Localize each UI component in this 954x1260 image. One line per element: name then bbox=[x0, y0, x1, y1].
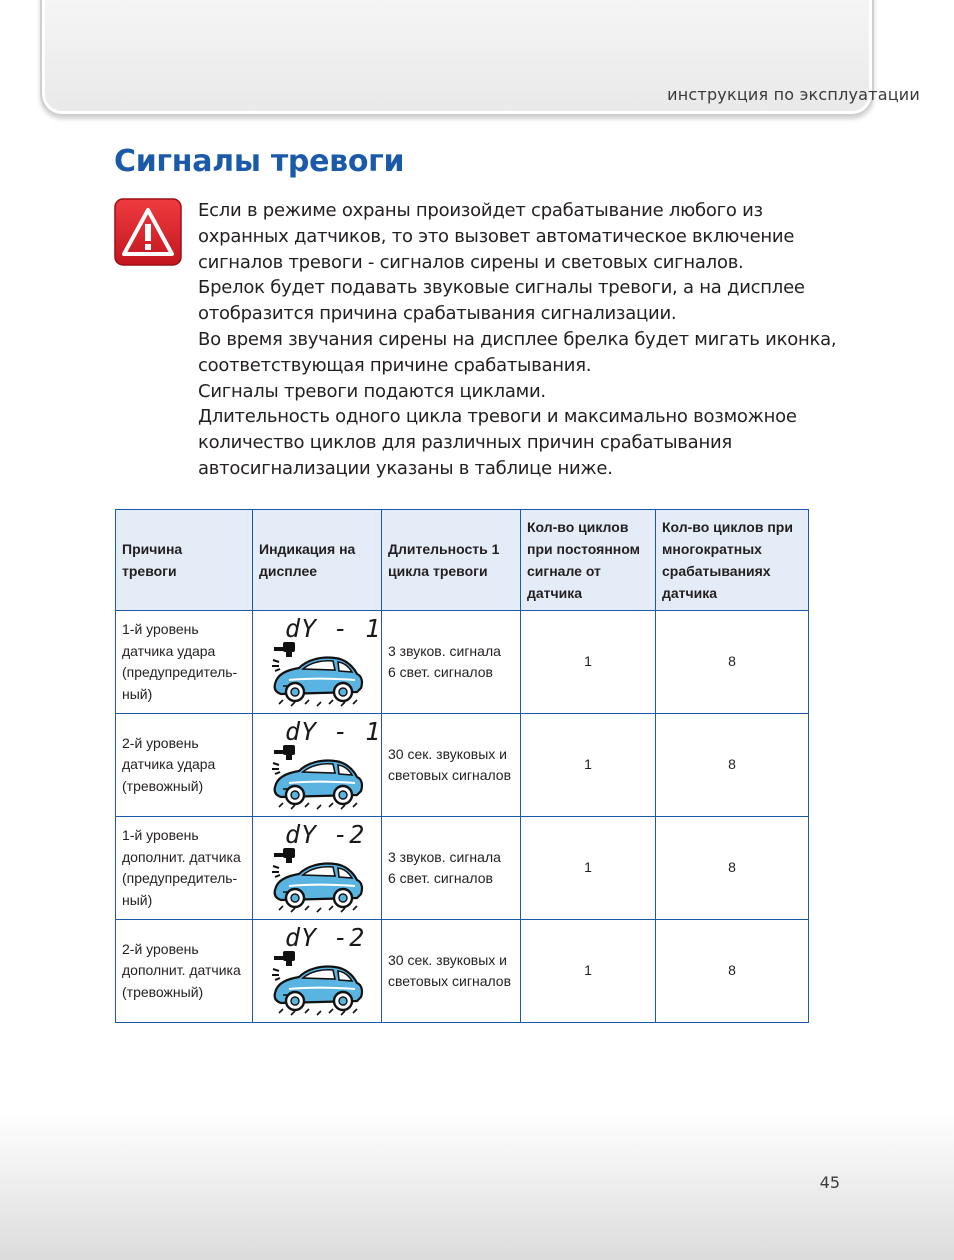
cell-display bbox=[253, 611, 382, 714]
car-shock-icon bbox=[269, 846, 365, 916]
lcd-display-text: dY -2 bbox=[285, 820, 366, 849]
header-display: Индикация на дисплее bbox=[253, 510, 382, 611]
cell-cycles-multiple: 8 bbox=[656, 817, 809, 920]
cell-display bbox=[253, 920, 382, 1023]
intro-paragraph: Во время звучания сирены на дисплее брелка будет мигать иконка, соответствующая причине срабатывания. bbox=[198, 328, 837, 376]
cell-cycles-constant: 1 bbox=[521, 920, 656, 1023]
intro-paragraph: Если в режиме охраны произойдет срабатывание любого из охранных датчиков, то это вызовет автоматическое включение сигналов тревоги - сигналов сирены и световых сигналов. bbox=[198, 200, 795, 273]
warning-triangle-icon bbox=[114, 198, 182, 266]
car-shock-icon bbox=[269, 640, 365, 710]
car-shock-icon bbox=[269, 949, 365, 1019]
page-number: 45 bbox=[819, 1173, 840, 1192]
cell-cause: 1-й уровень дополнит. датчика (предупредитель- ный) bbox=[116, 817, 253, 920]
cell-cycles-constant: 1 bbox=[521, 714, 656, 817]
cell-cause: 1-й уровень датчика удара (предупредитель- ный) bbox=[116, 611, 253, 714]
table-row bbox=[116, 920, 809, 1023]
cell-duration: 30 сек. звуковых и световых сигналов bbox=[382, 920, 521, 1023]
cell-duration: 3 звуков. сигнала 6 свет. сигналов bbox=[382, 611, 521, 714]
alarm-table bbox=[115, 509, 809, 1023]
table-row bbox=[116, 817, 809, 920]
intro-paragraph: Длительность одного цикла тревоги и максимально возможное количество циклов для различных причин срабатывания автосигнализации указаны в таблице ниже. bbox=[198, 406, 797, 479]
page-title: Сигналы тревоги bbox=[114, 144, 405, 179]
cell-duration: 3 звуков. сигнала 6 свет. сигналов bbox=[382, 817, 521, 920]
table-header-row bbox=[116, 510, 809, 611]
header-cycles-multiple: Кол-во циклов при многократных срабатываниях датчика bbox=[656, 510, 809, 611]
cell-cycles-multiple: 8 bbox=[656, 714, 809, 817]
cell-cause: 2-й уровень дополнит. датчика (тревожный) bbox=[116, 920, 253, 1023]
cell-duration: 30 сек. звуковых и световых сигналов bbox=[382, 714, 521, 817]
lcd-display-text: dY -2 bbox=[285, 923, 366, 952]
cell-cycles-multiple: 8 bbox=[656, 611, 809, 714]
table-row bbox=[116, 611, 809, 714]
intro-paragraph: Сигналы тревоги подаются циклами. bbox=[198, 380, 546, 402]
document-label: инструкция по эксплуатации bbox=[667, 85, 920, 104]
cell-cycles-multiple: 8 bbox=[656, 920, 809, 1023]
lcd-display-text: dY - 1 bbox=[285, 717, 382, 746]
cell-cycles-constant: 1 bbox=[521, 611, 656, 714]
cell-cycles-constant: 1 bbox=[521, 817, 656, 920]
lcd-display-text: dY - 1 bbox=[285, 614, 382, 643]
page-footer bbox=[0, 1110, 954, 1260]
table-row bbox=[116, 714, 809, 817]
intro-paragraph: Брелок будет подавать звуковые сигналы тревоги, а на дисплее отобразится причина срабатывания сигнализации. bbox=[198, 277, 805, 325]
cell-cause: 2-й уровень датчика удара (тревожный) bbox=[116, 714, 253, 817]
cell-display bbox=[253, 817, 382, 920]
header-duration: Длительность 1 цикла тревоги bbox=[382, 510, 521, 611]
header-cycles-constant: Кол-во циклов при постоянном сигнале от датчика bbox=[521, 510, 656, 611]
cell-display bbox=[253, 714, 382, 817]
intro-text bbox=[198, 198, 838, 482]
car-shock-icon bbox=[269, 743, 365, 813]
header-cause: Причина тревоги bbox=[116, 510, 253, 611]
